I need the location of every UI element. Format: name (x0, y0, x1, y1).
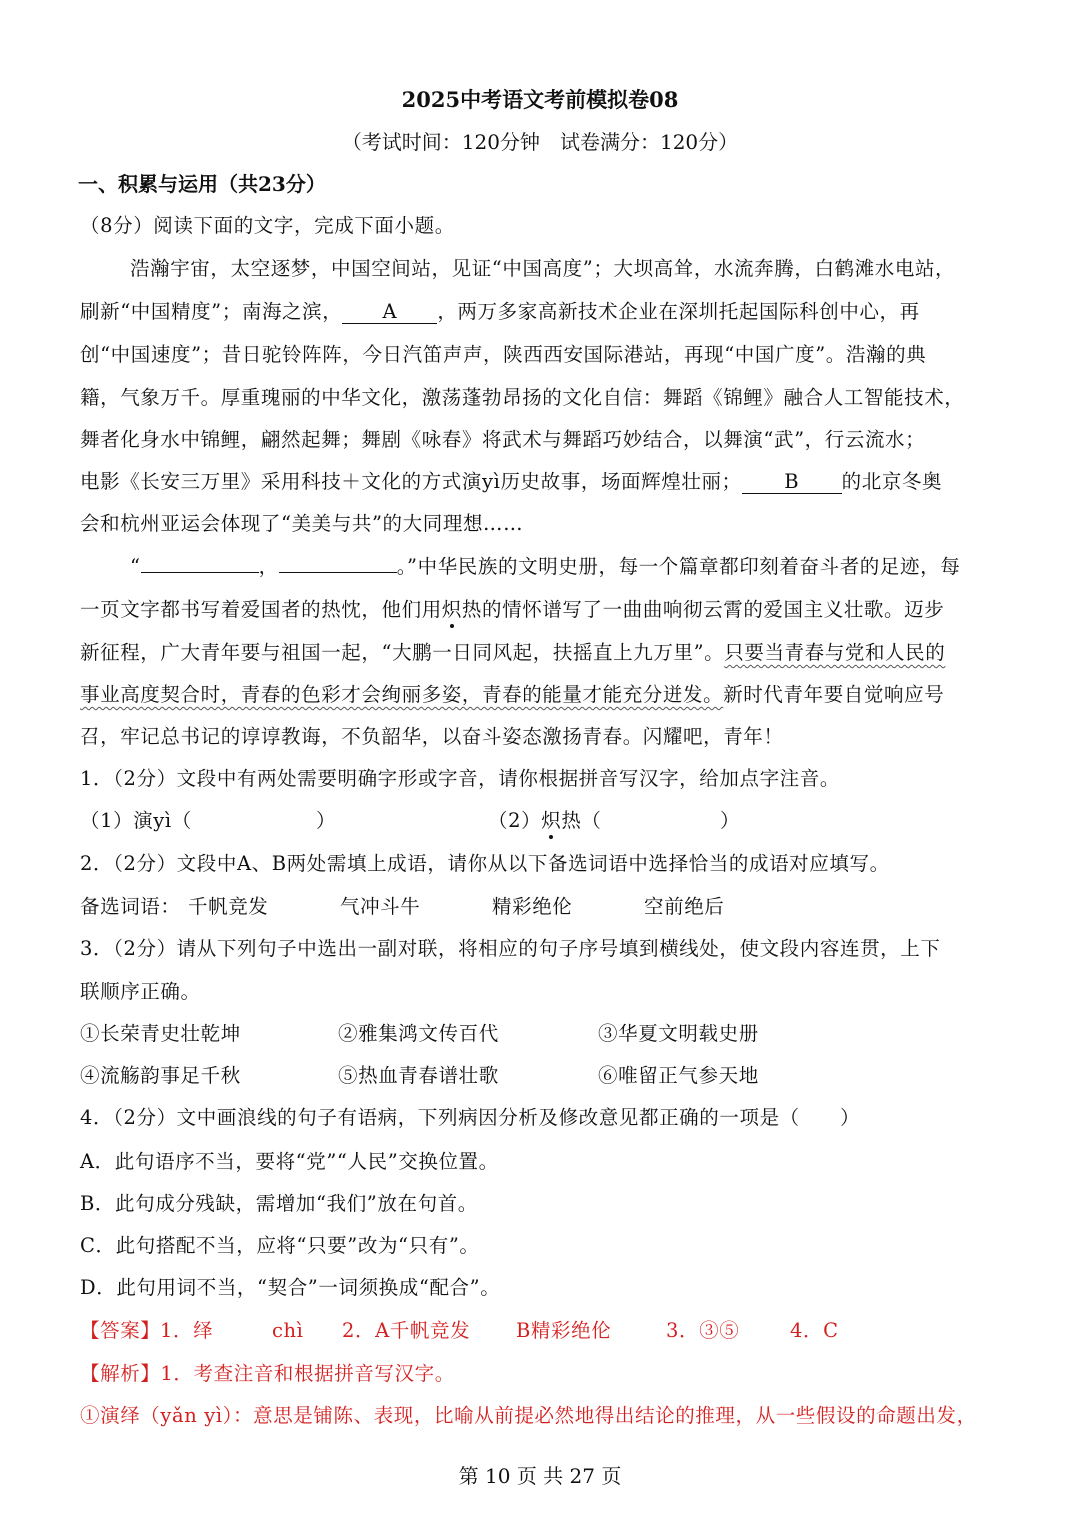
passage-text: 的北京冬奥 (841, 470, 943, 493)
answer-4: 4．C (790, 1319, 839, 1342)
q4-option-b: B．此句成分残缺，需增加“我们”放在句首。 (80, 1192, 478, 1215)
blank-b: B (742, 471, 842, 494)
passage-text: 电影《长安三万里》采用科技＋文化的方式演yì历史故事，场面辉煌壮丽； (80, 470, 742, 493)
q1-item-2-close: ） (720, 809, 741, 832)
q2-option: 空前绝后 (644, 895, 725, 918)
passage-line: 召，牢记总书记的谆谆教诲，不负韶华，以奋斗姿态激扬青春。闪耀吧，青年！ (80, 725, 784, 748)
quote-comma: ， (258, 555, 279, 578)
passage-line (80, 299, 920, 325)
passage-text: 刷新“中国精度”；南海之滨， (80, 300, 343, 323)
q2-option: 气冲斗牛 (340, 895, 421, 918)
exam-info: （考试时间：120分钟 试卷满分：120分） (341, 130, 739, 154)
answer-1: 1．绎 (160, 1319, 214, 1342)
couplet-blank-1 (141, 572, 259, 573)
passage-line (130, 554, 960, 580)
q4-option-d: D．此句用词不当，“契合”一词须换成“配合”。 (80, 1276, 501, 1299)
q3-option: ④流觞韵事足千秋 (80, 1064, 241, 1087)
wavy-sentence: 事业高度契合时，青春的色彩才会绚丽多姿，青春的能量才能充分迸发。 (80, 683, 724, 706)
analysis-text: 1．考查注音和根据拼音写汉字。 (160, 1362, 455, 1385)
passage-text: 新征程，广大青年要与祖国一起，“大鹏一日同风起，扶摇直上九万里”。 (80, 641, 725, 664)
passage-line: 籍，气象万千。厚重瑰丽的中华文化，激荡蓬勃昂扬的文化自信：舞蹈《锦鲤》融合人工智能技术， (80, 386, 965, 409)
question-3-stem: 3．（2分）请从下列句子中选出一副对联，将相应的句子序号填到横线处，使文段内容连贯，上下 (80, 937, 941, 960)
passage-text: 。”中华民族的文明史册，每一个篇章都印刻着奋斗者的足迹，每 (396, 555, 961, 578)
passage-line (80, 682, 944, 708)
q4-option-a: A．此句语序不当，要将“党”“人民”交换位置。 (80, 1150, 499, 1173)
passage-line: 创“中国速度”；昔日驼铃阵阵，今日汽笛声声，陕西西安国际港站，再现“中国广度”。浩瀚的典 (80, 343, 927, 366)
q3-option: ③华夏文明载史册 (598, 1022, 759, 1045)
blank-a: A (342, 301, 437, 324)
q4-option-c: C．此句搭配不当，应将“只要”改为“只有”。 (80, 1234, 480, 1257)
question-4-stem: 4．（2分）文中画浪线的句子有语病，下列病因分析及修改意见都正确的一项是（ ） (80, 1106, 861, 1129)
q3-option: ⑤热血青春谱壮歌 (338, 1064, 499, 1087)
q2-option: 精彩绝伦 (492, 895, 573, 918)
q1-item-2 (488, 808, 602, 834)
question-2-stem: 2．（2分）文段中A、B两处需填上成语，请你从以下备选词语中选择恰当的成语对应填写。 (80, 852, 890, 875)
passage-line: 会和杭州亚运会体现了“美美与共”的大同理想…… (80, 512, 524, 535)
passage-text: 新时代青年要自觉响应号 (723, 683, 945, 706)
answer-label: 【答案】 (80, 1319, 161, 1342)
section-heading: 一、积累与运用（共23分） (78, 172, 326, 196)
analysis-label: 【解析】 (80, 1362, 161, 1385)
passage-line (80, 640, 945, 666)
question-3-stem: 联顺序正确。 (80, 980, 201, 1003)
dotted-char: 炽 (541, 809, 562, 832)
answer-2b: B精彩绝伦 (516, 1319, 612, 1342)
passage-line: 浩瀚宇宙，太空逐梦，中国空间站，见证“中国高度”；大坝高耸，水流奔腾，白鹤滩水电站， (130, 257, 956, 280)
answer-3: 3．③⑤ (666, 1319, 740, 1342)
quote-open: “ (130, 555, 141, 578)
passage-line (80, 597, 944, 623)
passage-text: 一页文字都书写着爱国者的热忱，他们用 (80, 598, 442, 621)
q2-label: 备选词语： (80, 895, 181, 918)
q1-item-1: （1）演yì（ (80, 809, 192, 832)
passage-line (80, 469, 942, 495)
analysis-line: ①演绎（yǎn yì）：意思是铺陈、表现，比喻从前提必然地得出结论的推理，从一些假设的命题出发， (80, 1404, 977, 1427)
answer-1-pinyin: chì (272, 1319, 304, 1342)
wavy-sentence: 只要当青春与党和人民的 (724, 641, 946, 664)
passage-line: 舞者化身水中锦鲤，翩然起舞；舞剧《咏春》将武术与舞蹈巧妙结合，以舞演“武”，行云流水； (80, 428, 926, 451)
q3-option: ⑥唯留正气参天地 (598, 1064, 759, 1087)
page-title: 2025中考语文考前模拟卷08 (401, 87, 679, 112)
answer-2: 2．A千帆竞发 (342, 1319, 471, 1342)
dotted-char: 炽 (441, 598, 462, 621)
analysis-line (80, 1361, 455, 1387)
couplet-blank-2 (279, 572, 397, 573)
q1-item-2-text: 热（ (561, 809, 602, 832)
q3-option: ①长荣青史壮乾坤 (80, 1022, 241, 1045)
q3-option: ②雅集鸿文传百代 (338, 1022, 499, 1045)
q1-item-1-close: ） (316, 809, 337, 832)
passage-text: 热的情怀谱写了一曲曲响彻云霄的爱国主义壮歌。迈步 (461, 598, 945, 621)
page-number: 第 10 页 共 27 页 (458, 1464, 622, 1488)
question-1-stem: 1．（2分）文段中有两处需要明确字形或字音，请你根据拼音写汉字，给加点字注音。 (80, 767, 840, 790)
passage-text: ，两万多家高新技术企业在深圳托起国际科创中心，再 (437, 300, 920, 323)
section-intro: （8分）阅读下面的文字，完成下面小题。 (80, 214, 455, 237)
q2-option: 千帆竞发 (188, 895, 269, 918)
q1-item-2-label: （2） (488, 809, 542, 832)
